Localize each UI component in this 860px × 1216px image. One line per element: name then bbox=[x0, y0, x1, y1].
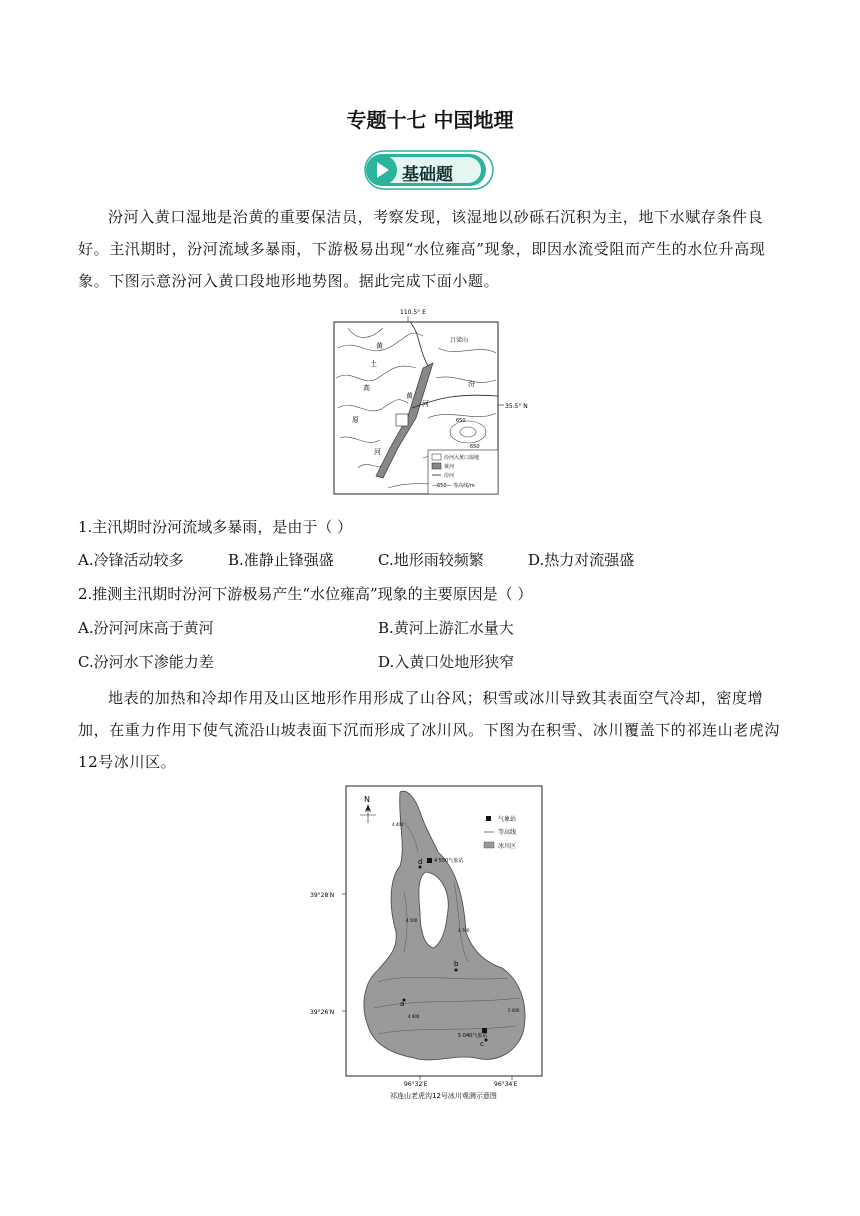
q1-option-c: C.地形雨较频繁 bbox=[378, 551, 484, 569]
glacier-map-figure bbox=[308, 782, 558, 1104]
map2-point-b: b bbox=[454, 960, 459, 968]
map2-contour-4700: 4 700 bbox=[458, 928, 470, 933]
map2-lat-1: 39°28′N bbox=[310, 892, 335, 899]
section-badge bbox=[362, 148, 494, 192]
map2-contour-4500: 4 500 bbox=[406, 918, 418, 923]
badge-label: 基础题 bbox=[402, 165, 453, 185]
fenhe-terrain-map bbox=[328, 308, 558, 500]
map2-legend-glacier: 冰川区 bbox=[498, 843, 517, 850]
map1-lon-label: 110.5° E bbox=[400, 309, 426, 316]
map1-wetland bbox=[396, 414, 408, 426]
map2-lat-2: 39°26′N bbox=[310, 1009, 335, 1016]
map2-lon-2: 96°34′E bbox=[494, 1081, 518, 1088]
map1-legend-wetland: 汾河入黄口湿地 bbox=[444, 455, 480, 461]
map2-point-d: d bbox=[418, 858, 423, 866]
map2-caption: 祁连山老虎沟12号冰川观测示意图 bbox=[390, 1092, 497, 1100]
fenhe-map-figure bbox=[328, 308, 558, 500]
intro-paragraph-1: 汾河入黄口湿地是治黄的重要保洁员，考察发现，该湿地以砂砾石沉积为主，地下水赋存条件良好。主汛期时，汾河流域多暴雨，下游极易出现“水位雍高”现象，即因水流受阻而产生的水位升高现象。下图示意汾河入黄口段地形地势图。据此完成下面小题。 bbox=[78, 208, 766, 290]
map1-place-yuan: 原 bbox=[352, 416, 359, 424]
q2-option-c: C.汾河水下渗能力差 bbox=[78, 653, 214, 671]
map1-place-gao: 高 bbox=[363, 384, 370, 392]
map1-river-he: 河 bbox=[374, 448, 381, 456]
map2-point-c: c bbox=[480, 1040, 484, 1048]
map1-legend-fenhe: 汾河 bbox=[444, 473, 455, 479]
q1-option-a: A.冷锋活动较多 bbox=[78, 551, 184, 569]
map2-north-label: N bbox=[364, 795, 370, 804]
map2-legend-contour: 等高线 bbox=[498, 829, 517, 836]
map2-station-2-label: 5 040气象站 bbox=[458, 1033, 488, 1039]
map1-legend-contour: —650— 等高线/m bbox=[432, 483, 475, 489]
q1-option-d: D.热力对流强盛 bbox=[528, 551, 635, 569]
map2-contour-4900: 4 900 bbox=[408, 1014, 420, 1019]
q1-option-b: B.准静止锋强盛 bbox=[228, 551, 334, 569]
map1-fen: 汾 bbox=[468, 380, 475, 388]
page-title: 专题十七 中国地理 bbox=[346, 108, 514, 132]
intro-paragraph-2: 地表的加热和冷却作用及山区地形作用形成了山谷风；积雪或冰川导致其表面空气冷却，密度增加，在重力作用下使气流沿山坡表面下沉而形成了冰川风。下图为在积雪、冰川覆盖下的祁连山老虎沟12号冰川区。 bbox=[78, 689, 781, 771]
map1-contour-650b: 650 bbox=[470, 444, 480, 450]
map2-lon-1: 96°32′E bbox=[404, 1081, 428, 1088]
map2-legend-station: 气象站 bbox=[498, 816, 517, 823]
map2-contour-4400: 4 400 bbox=[392, 822, 404, 827]
map1-river-huang: 黄 bbox=[406, 392, 413, 400]
glacier-observation-map bbox=[308, 782, 558, 1104]
map2-station-1-label: 4 550气象站 bbox=[434, 858, 464, 864]
map1-place-tu: 土 bbox=[370, 360, 377, 368]
map1-fen-he: 河 bbox=[422, 400, 429, 408]
q2-option-a: A.汾河河床高于黄河 bbox=[78, 619, 214, 637]
map2-contour-5000: 5 000 bbox=[508, 1008, 520, 1013]
map1-place-huang: 黄 bbox=[376, 342, 383, 350]
map1-legend bbox=[428, 450, 498, 494]
station-1-marker bbox=[427, 858, 432, 863]
map1-legend-huanghe: 黄河 bbox=[444, 464, 455, 470]
question-2-stem: 2.推测主汛期时汾河下游极易产生“水位雍高”现象的主要原因是（ ） bbox=[78, 585, 533, 603]
map1-contour-650a: 650 bbox=[456, 418, 466, 424]
map1-place-lvliang: 吕梁山 bbox=[450, 337, 469, 344]
q2-option-b: B.黄河上游汇水量大 bbox=[378, 619, 514, 637]
q2-option-d: D.入黄口处地形狭窄 bbox=[378, 653, 515, 671]
map1-lat-label: 35.5° N bbox=[505, 403, 528, 410]
map2-point-a: a bbox=[400, 1000, 405, 1008]
question-1-stem: 1.主汛期时汾河流域多暴雨，是由于（ ） bbox=[78, 518, 353, 536]
